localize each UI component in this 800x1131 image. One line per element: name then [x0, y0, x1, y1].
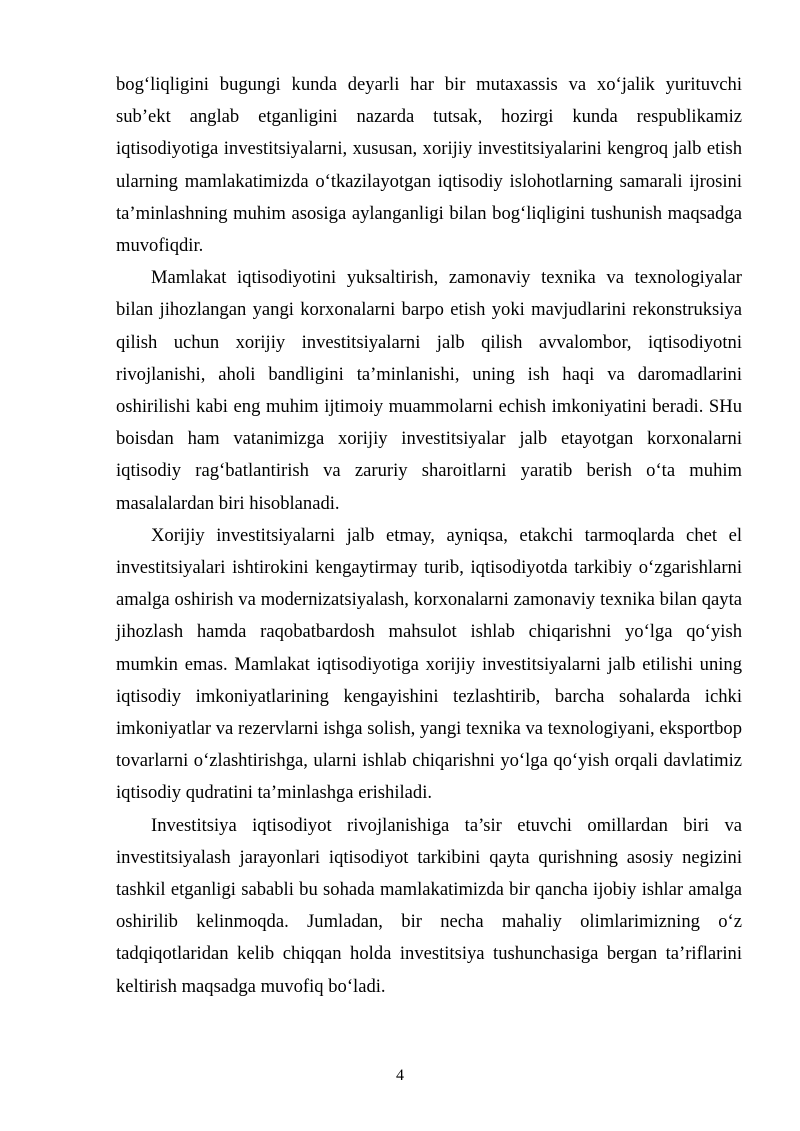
paragraph: Investitsiya iqtisodiyot rivojlanishiga ta’sir etuvchi omillardan biri va investitsiyalash jarayonlari iqtisodiyot tarkibini qayta qurishning asosiy negizini tashkil etganligi sababli bu sohada mamlakatimizda bir qancha ijobiy ishlar amalga oshirilib kelinmoqda. Jumladan, bir necha mahaliy olimlarimizning o‘z tadqiqotlaridan kelib chiqqan holda investitsiya tushunchasiga bergan ta’riflarini keltirish maqsadga muvofiq bo‘ladi. — [116, 814, 742, 997]
page-number: 4 — [396, 1067, 404, 1084]
body-text — [116, 69, 742, 1003]
paragraph: Mamlakat iqtisodiyotini yuksaltirish, zamonaviy texnika va texnologiyalar bilan jihozlangan yangi korxonalarni barpo etish yoki mavjudlarini rekonstruksiya qilish uchun xorijiy investitsiyalarni jalb qilish avvalombor, iqtisodiyotni rivojlanishi, aholi bandligini ta’minlanishi, uning ish haqi va daromadlarini oshirilishi kabi eng muhim ijtimoiy muammolarni echish imkoniyatini beradi. SHu boisdan ham vatanimizga xorijiy investitsiyalar jalb etayotgan korxonalarni iqtisodiy rag‘batlantirish va zaruriy sharoitlarni yaratib berish o‘ta muhim masalalardan biri hisoblanadi. — [116, 267, 742, 514]
paragraph: Xorijiy investitsiyalarni jalb etmay, ayniqsa, etakchi tarmoqlarda chet el investitsiyalari ishtirokini kengaytirmay turib, iqtisodiyotda tarkibiy o‘zgarishlarni amalga oshirish va modernizatsiyalash, korxonalarni zamonaviy texnika bilan qayta jihozlash hamda raqobatbardosh mahsulot ishlab chiqarishni yo‘lga qo‘yish mumkin emas. Mamlakat iqtisodiyotiga xorijiy investitsiyalarni jalb etilishi uning iqtisodiy imkoniyatlarining kengayishini tezlashtirib, barcha sohalarda ichki imkoniyatlar va rezervlarni ishga solish, yangi texnika va texnologiyani, eksportbop tovarlarni o‘zlashtirishga, ularni ishlab chiqarishni yo‘lga qo‘yish orqali davlatimiz iqtisodiy qudratini ta’minlashga erishiladi. — [116, 524, 742, 804]
paragraph-continuation: bog‘liqligini bugungi kunda deyarli har bir mutaxassis va xo‘jalik yurituvchi sub’ekt anglab etganligini nazarda tutsak, hozirgi kunda respublikamiz iqtisodiyotiga investitsiyalarni, xususan, xorijiy investitsiyalarini kengroq jalb etish ularning mamlakatimizda o‘tkazilayotgan iqtisodiy islohotlarning samarali ijrosini ta’minlashning muhim asosiga aylanganligi bilan bog‘liqligini tushunish maqsadga muvofiqdir. — [116, 74, 742, 257]
